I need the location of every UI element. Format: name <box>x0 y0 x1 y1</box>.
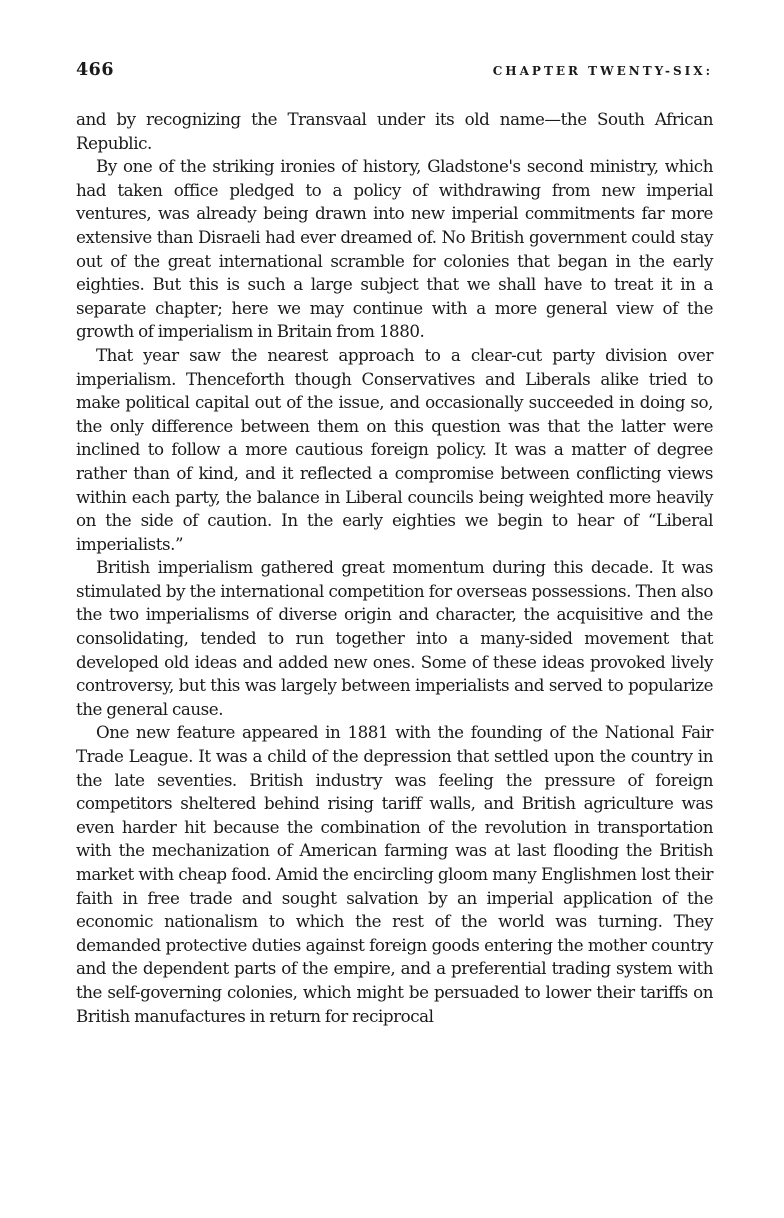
chapter-heading: CHAPTER TWENTY-SIX: <box>492 64 713 78</box>
body-text <box>76 108 713 1028</box>
book-page <box>76 60 713 1028</box>
paragraph-continued: and by recognizing the Transvaal under its old name—the South African Republic. <box>76 109 713 153</box>
paragraph-gladstone-ministry: By one of the striking ironies of history, Gladstone's second ministry, which had taken office pledged to a policy of withdrawing from new imperial ventures, was already being drawn into new imperial commitments far more extensive than Disraeli had ever dreamed of. No British government could stay out of the great international scramble for colonies that began in the early eighties. But this is such a large subject that we shall have to treat it in a separate chapter; here we may continue with a more general view of the growth of imperialism in Britain from 1880. <box>76 156 713 342</box>
page-number: 466 <box>76 60 115 80</box>
paragraph-party-division: That year saw the nearest approach to a clear-cut party division over imperialism. Thenceforth though Conservatives and Liberals alike tried to make political capital out of the issue, and occasionally succeeded in doing so, the only difference between them on this question was that the latter were inclined to follow a more cautious foreign policy. It was a matter of degree rather than of kind, and it reflected a compromise between conflicting views within each party, the balance in Liberal councils being weighted more heavily on the side of caution. In the early eighties we begin to hear of “Liberal imperialists.” <box>76 344 713 554</box>
paragraph-imperialism-momentum: British imperialism gathered great momentum during this decade. It was stimulated by the international competition for overseas possessions. Then also the two imperialisms of diverse origin and character, the acquisitive and the consolidating, tended to run together into a many-sided movement that developed old ideas and added new ones. Some of these ideas provoked lively controversy, but this was largely between imperialists and served to popularize the general cause. <box>76 557 713 719</box>
paragraph-fair-trade-league: One new feature appeared in 1881 with the founding of the National Fair Trade League. It was a child of the depression that settled upon the country in the late seventies. British industry was feeling the pressure of foreign competitors sheltered behind rising tariff walls, and British agriculture was even harder hit because the combination of the revolution in transportation with the mechanization of American farming was at last flooding the British market with cheap food. Amid the encircling gloom many Englishmen lost their faith in free trade and sought salvation by an imperial application of the economic nationalism to which the rest of the world was turning. They demanded protective duties against foreign goods entering the mother country and the dependent parts of the empire, and a preferential trading system with the self-governing colonies, which might be persuaded to lower their tariffs on British manufactures in return for reciprocal <box>76 722 713 1026</box>
running-head <box>76 60 713 90</box>
